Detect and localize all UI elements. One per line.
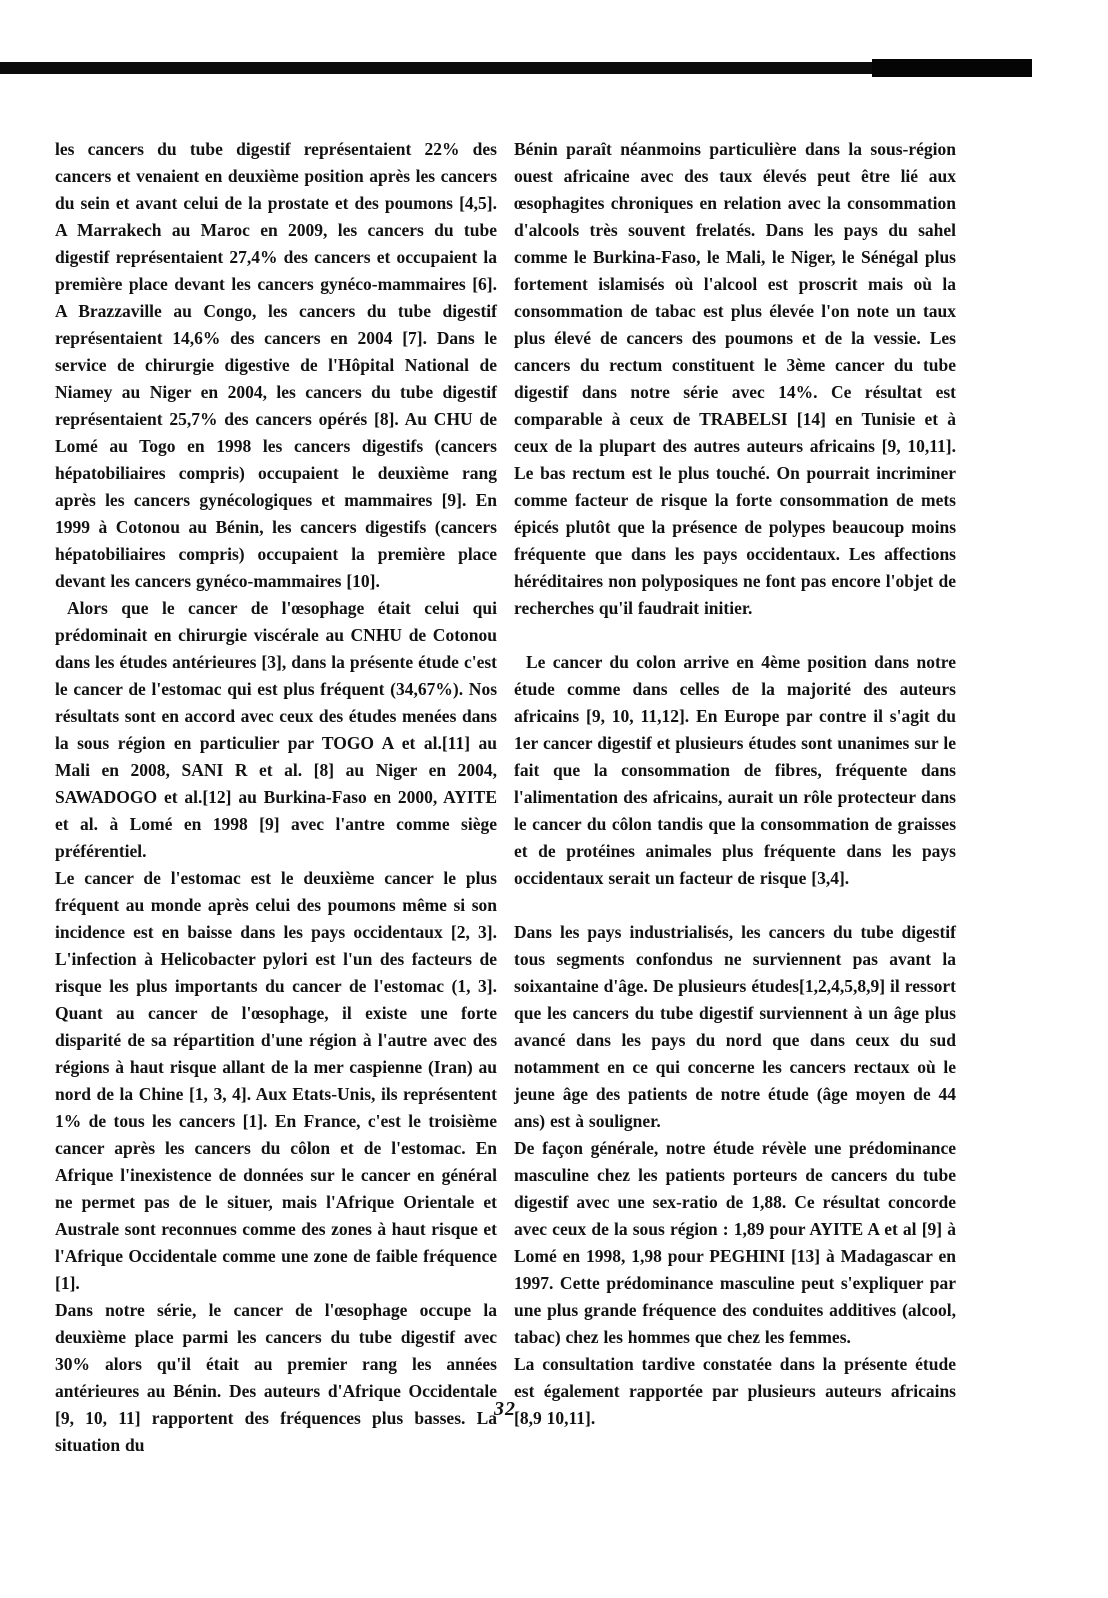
paragraph: Alors que le cancer de l'œsophage était celui qui prédominait en chirurgie viscérale au CNHU de Cotonou dans les études antérieures [3], dans la présente étude c'est le cancer de l'estomac qui est plus fréquent (34,67%). Nos résultats sont en accord avec ceux des études menées dans la sous région en particulier par TOGO A et al.[11] au Mali en 2008, SANI R et al. [8] au Niger en 2004, SAWADOGO et al.[12] au Burkina-Faso en 2000, AYITE et al. à Lomé en 1998 [9] avec l'antre comme siège préférentiel. bbox=[55, 598, 497, 861]
paragraph: Dans les pays industrialisés, les cancers du tube digestif tous segments confondus ne surviennent pas avant la soixantaine d'âge. De plusieurs études[1,2,4,5,8,9] il ressort que les cancers du tube digestif surviennent à un âge plus avancé dans les pays du nord que dans ceux du sud notamment en ce qui concerne les cancers rectaux où le jeune âge des patients de notre étude (âge moyen de 44 ans) est à souligner. bbox=[514, 922, 956, 1131]
paragraph: Le cancer du colon arrive en 4ème position dans notre étude comme dans celles de la majorité des auteurs africains [9, 10, 11,12]. En Europe par contre il s'agit du 1er cancer digestif et plusieurs études sont unanimes sur le fait que la consommation de fibres, fréquente dans l'alimentation des africains, aurait un rôle protecteur dans le cancer du côlon tandis que la consommation de graisses et de protéines animales plus fréquente dans les pays occidentaux serait un facteur de risque [3,4]. bbox=[514, 652, 956, 888]
paragraph: les cancers du tube digestif représentaient 22% des cancers et venaient en deuxième position après les cancers du sein et avant celui de la prostate et des poumons [4,5]. A Marrakech au Maroc en 2009, les cancers du tube digestif représentaient 27,4% des cancers et occupaient la première place devant les cancers gynéco-mammaires [6]. A Brazzaville au Congo, les cancers du tube digestif représentaient 14,6% des cancers en 2004 [7]. Dans le service de chirurgie digestive de l'Hôpital National de Niamey au Niger en 2004, les cancers du tube digestif représentaient 25,7% des cancers opérés [8]. Au CHU de Lomé au Togo en 1998 les cancers digestifs (cancers hépatobiliaires compris) occupaient le deuxième rang après les cancers gynécologiques et mammaires [9]. En 1999 à Cotonou au Bénin, les cancers digestifs (cancers hépatobiliaires compris) occupaient la première place devant les cancers gynéco-mammaires [10]. bbox=[55, 139, 497, 591]
paragraph: Le cancer de l'estomac est le deuxième cancer le plus fréquent au monde après celui des poumons même si son incidence est en baisse dans les pays occidentaux [2, 3]. L'infection à Helicobacter pylori est l'un des facteurs de risque les plus importants du cancer de l'estomac (1, 3]. Quant au cancer de l'œsophage, il existe une forte disparité de sa répartition d'une région à l'autre avec des régions à haut risque allant de la mer caspienne (Iran) au nord de la Chine [1, 3, 4]. Aux Etats-Unis, ils représentent 1% de tous les cancers [1]. En France, c'est le troisième cancer après les cancers du côlon et de l'estomac. En Afrique l'inexistence de données sur le cancer en général ne permet pas de le situer, mais l'Afrique Orientale et Australe sont reconnues comme des zones à haut risque et l'Afrique Occidentale comme une zone de faible fréquence [1]. bbox=[55, 868, 497, 1293]
left-column bbox=[55, 136, 497, 1459]
page-number: 32 bbox=[494, 1398, 516, 1420]
paragraph: De façon générale, notre étude révèle une prédominance masculine chez les patients porteurs de cancers du tube digestif avec une sex-ratio de 1,88. Ce résultat concorde avec ceux de la sous région : 1,89 pour AYITE A et al [9] à Lomé en 1998, 1,98 pour PEGHINI [13] à Madagascar en 1997. Cette prédominance masculine peut s'expliquer par une plus grande fréquence des conduites additives (alcool, tabac) chez les hommes que chez les femmes. bbox=[514, 1138, 956, 1347]
paragraph: Dans notre série, le cancer de l'œsophage occupe la deuxième place parmi les cancers du tube digestif avec 30% alors qu'il était au premier rang les années antérieures au Bénin. Des auteurs d'Afrique Occidentale [9, 10, 11] rapportent des fréquences plus basses. La situation du bbox=[55, 1300, 497, 1455]
right-column bbox=[514, 136, 956, 1432]
paragraph: La consultation tardive constatée dans la présente étude est également rapportée par plusieurs auteurs africains [8,9 10,11]. bbox=[514, 1354, 956, 1428]
paragraph: Bénin paraît néanmoins particulière dans la sous-région ouest africaine avec des taux élevés peut être lié aux œsophagites chroniques en relation avec la consommation d'alcools très souvent frelatés. Dans les pays du sahel comme le Burkina-Faso, le Mali, le Niger, le Sénégal plus fortement islamisés où l'alcool est proscrit mais où la consommation de tabac est plus élevée l'on note un taux plus élevé de cancers des poumons et de la vessie. Les cancers du rectum constituent le 3ème cancer du tube digestif dans notre série avec 14%. Ce résultat est comparable à ceux de TRABELSI [14] en Tunisie et à ceux de la plupart des autres auteurs africains [9, 10,11]. Le bas rectum est le plus touché. On pourrait incriminer comme facteur de risque la forte consommation de mets épicés plutôt que la présence de polypes beaucoup moins fréquente que dans les pays occidentaux. Les affections héréditaires non polyposiques ne font pas encore l'objet de recherches qu'il faudrait initier. bbox=[514, 139, 956, 618]
top-rule bbox=[0, 62, 1032, 74]
